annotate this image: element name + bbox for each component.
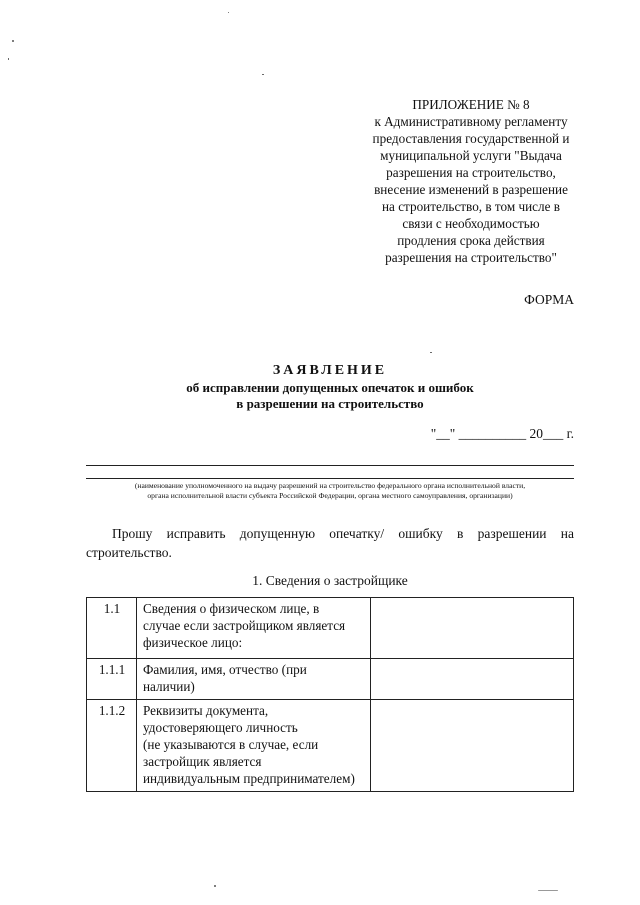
scan-speck bbox=[8, 58, 9, 60]
title-main: ЗАЯВЛЕНИЕ bbox=[272, 363, 388, 378]
row-description-line: Реквизиты документа, bbox=[143, 703, 269, 718]
table-row bbox=[87, 700, 574, 792]
appendix-line: разрешения на строительство, bbox=[386, 165, 556, 180]
row-value-field[interactable] bbox=[371, 598, 574, 659]
scan-speck bbox=[228, 12, 229, 13]
appendix-line: муниципальной услуги "Выдача bbox=[380, 148, 562, 163]
title-subtitle-line-1: об исправлении допущенных опечаток и ошибок bbox=[186, 380, 474, 395]
appendix-line: предоставления государственной и bbox=[372, 131, 570, 146]
table-row bbox=[87, 598, 574, 659]
scan-speck bbox=[12, 40, 14, 42]
request-paragraph bbox=[86, 524, 574, 562]
document-title bbox=[86, 362, 574, 412]
scan-speck bbox=[214, 885, 216, 887]
org-caption-line-2: органа исполнительной власти субъекта Российской Федерации, органа местного самоуправления, организации) bbox=[147, 491, 513, 500]
row-description-line: застройщик является bbox=[143, 754, 262, 769]
row-number: 1.1.1 bbox=[87, 659, 137, 700]
row-description bbox=[137, 598, 371, 659]
form-label: ФОРМА bbox=[524, 292, 574, 307]
section-title: 1. Сведения о застройщике bbox=[252, 573, 408, 588]
appendix-line: продления срока действия bbox=[397, 233, 545, 248]
applicant-info-table bbox=[86, 597, 574, 792]
appendix-block bbox=[340, 96, 602, 266]
row-description-line: случае если застройщиком является bbox=[143, 618, 346, 633]
row-description-line: наличии) bbox=[143, 679, 195, 694]
org-caption-line-1: (наименование уполномоченного на выдачу разрешений на строительство федерального органа исполнительной власти, bbox=[134, 481, 526, 490]
org-caption bbox=[86, 481, 574, 501]
appendix-line: разрешения на строительство" bbox=[385, 250, 557, 265]
row-description bbox=[137, 700, 371, 792]
date-field[interactable]: "__" __________ 20___ г. bbox=[430, 426, 574, 441]
appendix-line: к Административному регламенту bbox=[374, 114, 568, 129]
scan-speck bbox=[430, 352, 432, 353]
request-line-2: строительство. bbox=[86, 545, 172, 560]
row-description-line: удостоверяющего личность bbox=[143, 720, 298, 735]
row-value-field[interactable] bbox=[371, 659, 574, 700]
title-subtitle-line-2: в разрешении на строительство bbox=[236, 396, 424, 411]
row-description bbox=[137, 659, 371, 700]
table-row bbox=[87, 659, 574, 700]
row-description-line: Сведения о физическом лице, в bbox=[143, 601, 320, 616]
row-description-line: физическое лицо: bbox=[143, 635, 243, 650]
appendix-line: внесение изменений в разрешение bbox=[374, 182, 568, 197]
row-description-line: Фамилия, имя, отчество (при bbox=[143, 662, 307, 677]
org-name-line[interactable] bbox=[86, 478, 574, 479]
org-name-line[interactable] bbox=[86, 465, 574, 466]
row-value-field[interactable] bbox=[371, 700, 574, 792]
row-number: 1.1.2 bbox=[87, 700, 137, 792]
row-number: 1.1 bbox=[87, 598, 137, 659]
appendix-line: связи с необходимостью bbox=[402, 216, 540, 231]
scan-speck bbox=[538, 890, 558, 891]
row-description-line: (не указываются в случае, если bbox=[143, 737, 319, 752]
row-description-line: индивидуальным предпринимателем) bbox=[143, 771, 355, 786]
scan-speck bbox=[262, 74, 264, 75]
appendix-line: на строительство, в том числе в bbox=[382, 199, 560, 214]
appendix-line: ПРИЛОЖЕНИЕ № 8 bbox=[412, 97, 530, 112]
request-line-1: Прошу исправить допущенную опечатку/ ошибку в разрешении на bbox=[112, 526, 574, 541]
